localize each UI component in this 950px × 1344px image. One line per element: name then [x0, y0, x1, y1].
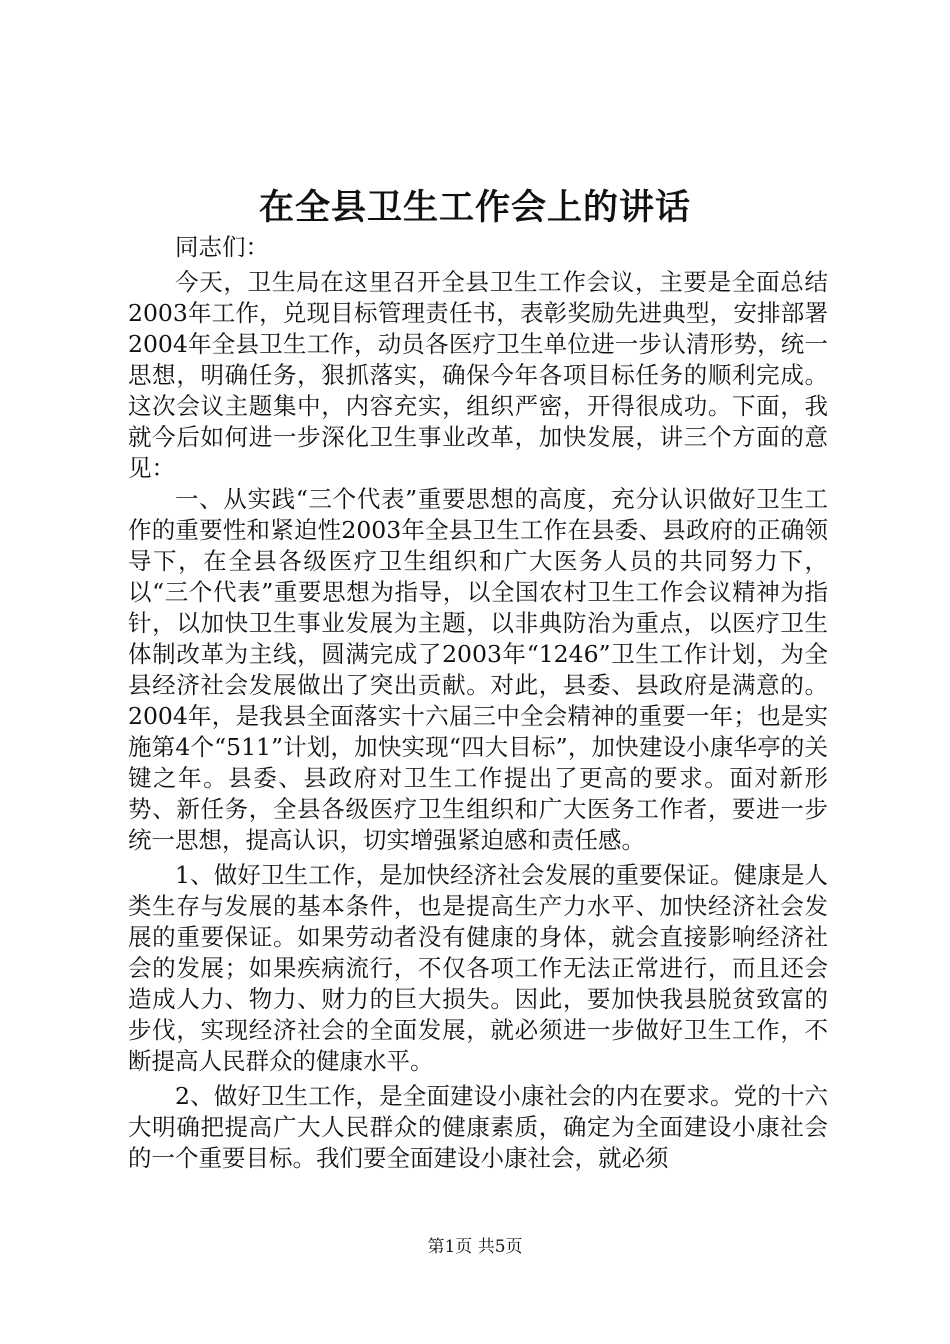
- document-body: [128, 232, 828, 1174]
- paragraph-section-one: 一、从实践“三个代表”重要思想的高度，充分认识做好卫生工作的重要性和紧迫性2003年全县卫生工作在县委、县政府的正确领导下，在全县各级医疗卫生组织和广大医务人员的共同努力下，以“三个代表”重要思想为指导，以全国农村卫生工作会议精神为指针，以加快卫生事业发展为主题，以非典防治为重点，以医疗卫生体制改革为主线，圆满完成了2003年“1246”卫生工作计划，为全县经济社会发展做出了突出贡献。对此，县委、县政府是满意的。2004年，是我县全面落实十六届三中全会精神的重要一年；也是实施第4个“511”计划，加快实现“四大目标”，加快建设小康华亭的关键之年。县委、县政府对卫生工作提出了更高的要求。面对新形势、新任务，全县各级医疗卫生组织和广大医务工作者，要进一步统一思想，提高认识，切实增强紧迫感和责任感。: [128, 485, 828, 854]
- paragraph-point-one: 1、做好卫生工作，是加快经济社会发展的重要保证。健康是人类生存与发展的基本条件，也是提高生产力水平、加快经济社会发展的重要保证。如果劳动者没有健康的身体，就会直接影响经济社会的发展；如果疾病流行，不仅各项工作无法正常进行，而且还会造成人力、物力、财力的巨大损失。因此，要加快我县脱贫致富的步伐，实现经济社会的全面发展，就必须进一步做好卫生工作，不断提高人民群众的健康水平。: [128, 861, 828, 1075]
- document-title: 在全县卫生工作会上的讲话: [258, 187, 691, 228]
- paragraph-point-two: 2、做好卫生工作，是全面建设小康社会的内在要求。党的十六大明确把提高广大人民群众的健康素质，确定为全面建设小康社会的一个重要目标。我们要全面建设小康社会，就必须: [128, 1082, 828, 1172]
- salutation: 同志们：: [175, 233, 269, 261]
- paragraph-intro: 今天，卫生局在这里召开全县卫生工作会议，主要是全面总结2003年工作，兑现目标管理责任书，表彰奖励先进典型，安排部署2004年全县卫生工作，动员各医疗卫生单位进一步认清形势，统一思想，明确任务，狠抓落实，确保今年各项目标任务的顺利完成。这次会议主题集中，内容充实，组织严密，开得很成功。下面，我就今后如何进一步深化卫生事业改革，加快发展，讲三个方面的意见：: [128, 268, 828, 482]
- page-number-footer: 第1页 共5页: [427, 1237, 523, 1257]
